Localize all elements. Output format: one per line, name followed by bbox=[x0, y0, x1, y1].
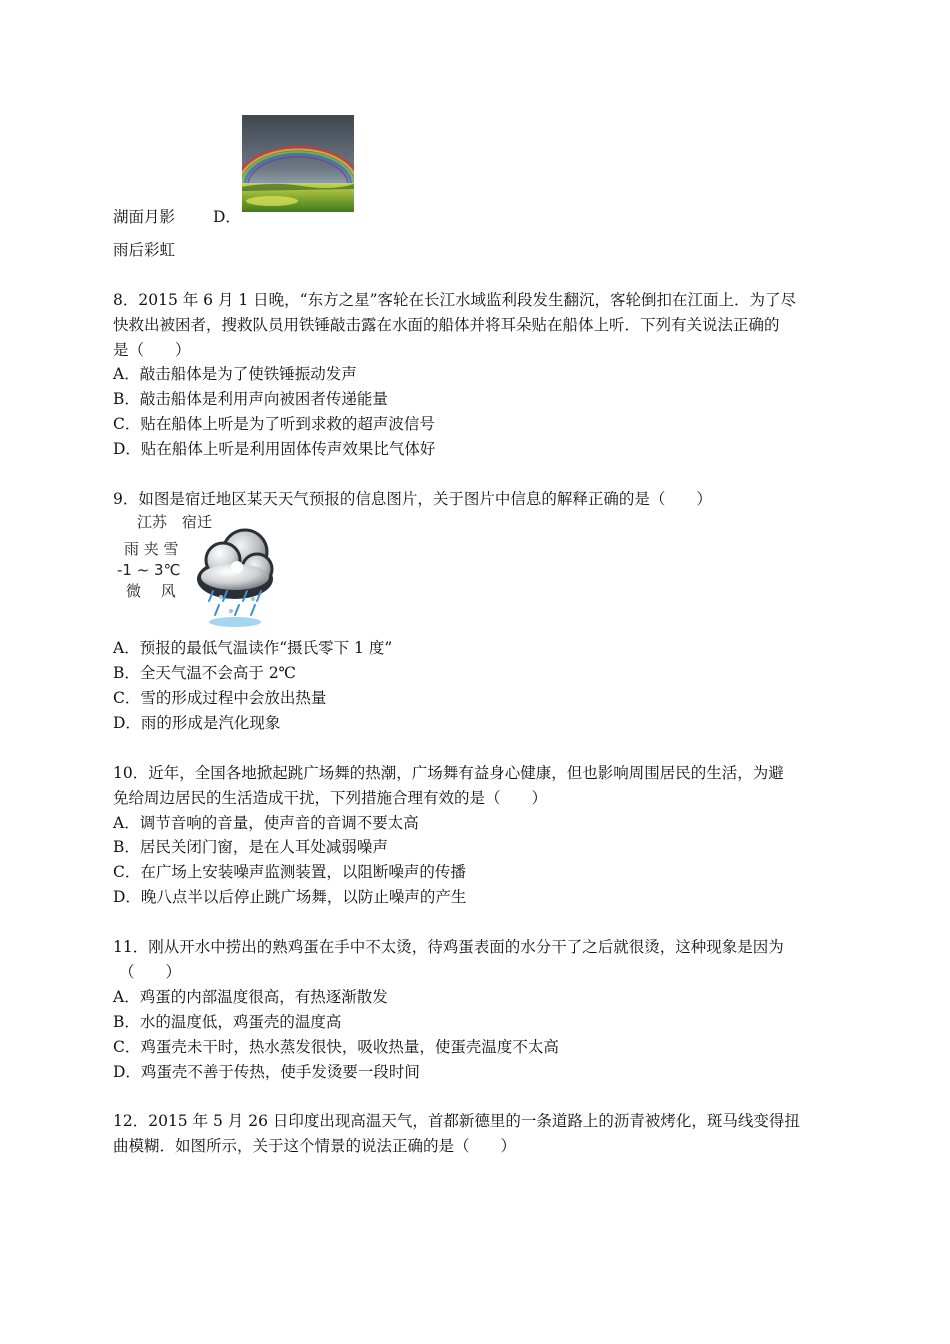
q11-stem-line-1: 11．刚从开水中捞出的熟鸡蛋在手中不太烫，待鸡蛋表面的水分干了之后就很烫，这种现象是因为 bbox=[113, 938, 784, 956]
q11-option-b: B．水的温度低，鸡蛋壳的温度高 bbox=[113, 1013, 342, 1031]
q11-option-a: A．鸡蛋的内部温度很高，有热逐渐散发 bbox=[113, 988, 388, 1006]
rainbow-photo-icon bbox=[242, 115, 354, 212]
q9-option-c: C．雪的形成过程中会放出热量 bbox=[113, 689, 327, 707]
option-d-marker: D． bbox=[213, 208, 241, 226]
q8-stem-line-3: 是（ ） bbox=[113, 341, 191, 359]
q10-option-a: A．调节音响的音量，使声音的音调不要太高 bbox=[113, 814, 419, 832]
weather-region: 江苏 宿迁 bbox=[137, 513, 213, 531]
q12-stem-line-2: 曲模糊．如图所示，关于这个情景的说法正确的是（ ） bbox=[113, 1137, 517, 1155]
weather-wind: 微 风 bbox=[126, 582, 176, 600]
q11-option-c: C．鸡蛋壳未干时，热水蒸发很快，吸收热量，使蛋壳温度不太高 bbox=[113, 1038, 559, 1056]
option-c-label: 湖面月影 bbox=[113, 208, 176, 226]
weather-condition: 雨 夹 雪 bbox=[124, 540, 179, 558]
q9-stem: 9．如图是宿迁地区某天天气预报的信息图片，关于图片中信息的解释正确的是（ ） bbox=[113, 490, 712, 508]
q8-option-c: C．贴在船体上听是为了听到求救的超声波信号 bbox=[113, 415, 435, 433]
q10-option-b: B．居民关闭门窗，是在人耳处减弱噪声 bbox=[113, 838, 388, 856]
q9-option-d: D．雨的形成是汽化现象 bbox=[113, 714, 281, 732]
q10-option-c: C．在广场上安装噪声监测装置，以阻断噪声的传播 bbox=[113, 863, 466, 881]
q10-stem-line-2: 免给周边居民的生活造成干扰，下列措施合理有效的是（ ） bbox=[113, 789, 548, 807]
cloud-rain-snow-icon bbox=[193, 525, 283, 628]
weather-icon-box bbox=[193, 525, 283, 628]
q9-option-b: B．全天气温不会高于 2℃ bbox=[113, 664, 297, 682]
q12-stem-line-1: 12．2015 年 5 月 26 日印度出现高温天气，首都新德里的一条道路上的沥青被烤化，斑马线变得扭 bbox=[113, 1112, 800, 1130]
q10-option-d: D．晚八点半以后停止跳广场舞，以防止噪声的产生 bbox=[113, 888, 467, 906]
q8-option-b: B．敲击船体是利用声向被困者传递能量 bbox=[113, 390, 388, 408]
q8-stem-line-1: 8．2015 年 6 月 1 日晚，“东方之星”客轮在长江水域监利段发生翻沉，客轮倒扣在江面上．为了尽 bbox=[113, 291, 797, 309]
q10-stem-line-1: 10．近年，全国各地掀起跳广场舞的热潮，广场舞有益身心健康，但也影响周围居民的生活，为避 bbox=[113, 764, 784, 782]
weather-temperature: -1 ~ 3℃ bbox=[117, 561, 181, 579]
option-d-label: 雨后彩虹 bbox=[113, 241, 176, 259]
q9-option-a: A．预报的最低气温读作“摄氏零下 1 度” bbox=[113, 639, 393, 657]
q8-option-a: A．敲击船体是为了使铁锤振动发声 bbox=[113, 365, 357, 383]
q8-option-d: D．贴在船体上听是利用固体传声效果比气体好 bbox=[113, 440, 436, 458]
rainbow-image bbox=[242, 115, 354, 212]
q11-stem-line-2: （ ） bbox=[119, 963, 182, 981]
q8-stem-line-2: 快救出被困者，搜救队员用铁锤敲击露在水面的船体并将耳朵贴在船体上听．下列有关说法正确的 bbox=[113, 316, 780, 334]
q11-option-d: D．鸡蛋壳不善于传热，使手发烫要一段时间 bbox=[113, 1063, 420, 1081]
